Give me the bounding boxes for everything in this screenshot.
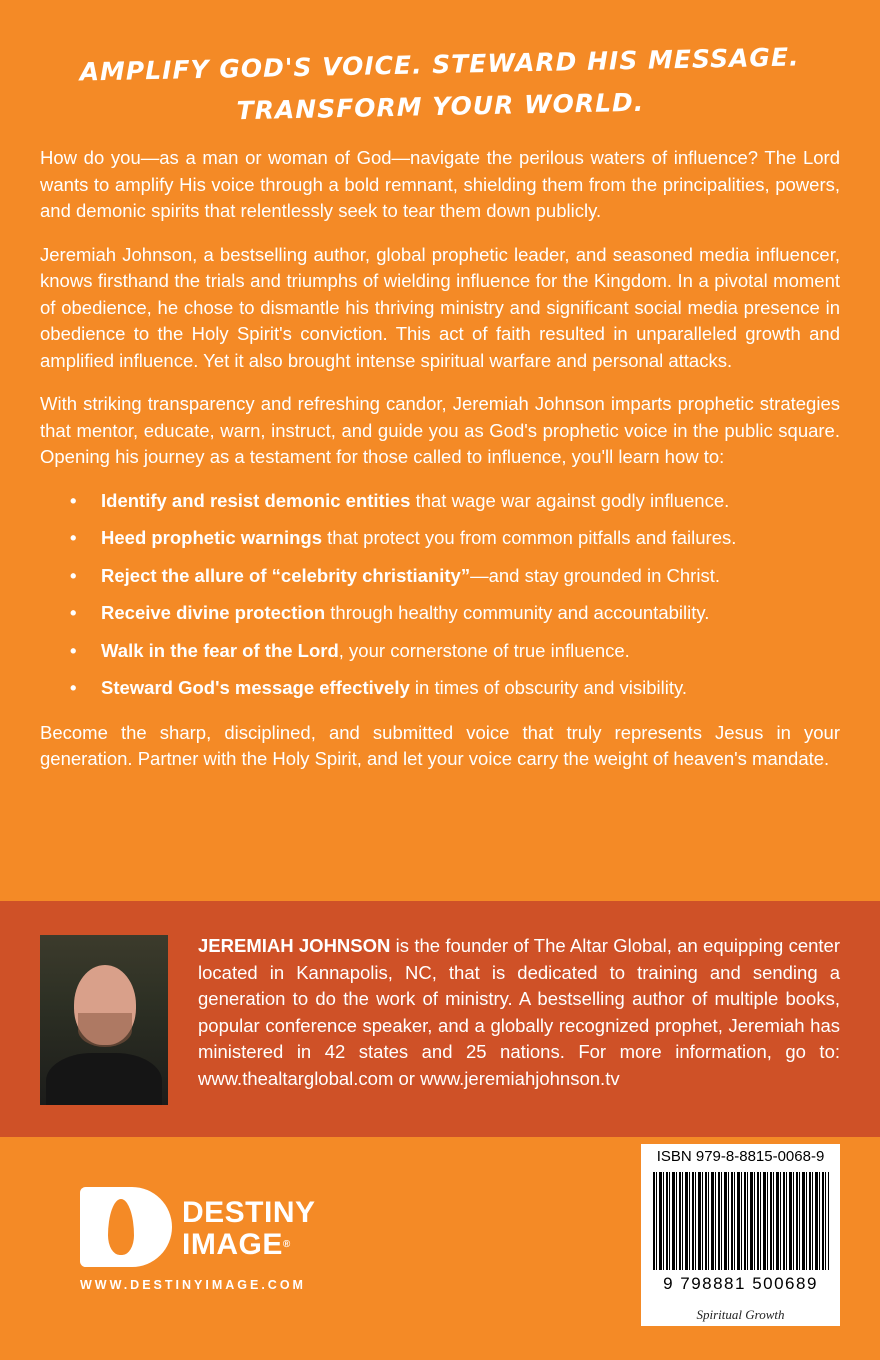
benefit-bold: Steward God's message effectively (101, 677, 410, 698)
benefit-bold: Walk in the fear of the Lord (101, 639, 339, 661)
benefits-list (40, 488, 840, 702)
benefit-bold: Reject the allure of “celebrity christianity” (101, 564, 471, 586)
registered-mark: ® (282, 1239, 291, 1250)
closing-paragraph: Become the sharp, disciplined, and submitted voice that truly represents Jesus in your generation. Partner with the Holy Spirit, and let your voice carry the weight of heaven's mandate. (40, 721, 840, 769)
benefit-bold: Heed prophetic warnings (101, 527, 323, 548)
category-label: Spiritual Growth (641, 1304, 840, 1326)
author-name: JEREMIAH JOHNSON (198, 935, 391, 956)
headline (0, 35, 880, 137)
author-section (0, 901, 880, 1137)
barcode (641, 1144, 840, 1304)
benefit-item (70, 525, 840, 552)
description-paragraph-1: How do you—as a man or woman of God—navigate the perilous waters of influence? The Lord wants to amplify His voice through a bold remnant, shielding them from the principalities, powers, and demonic spirits that relentlessly seek to tear them down publicly. (40, 147, 840, 221)
publisher-name-line-2: IMAGE (182, 1228, 283, 1261)
benefit-item (70, 600, 840, 627)
barcode-bars (653, 1172, 829, 1270)
author-photo (40, 935, 168, 1105)
headline-line-1: AMPLIFY GOD'S VOICE. STEWARD HIS MESSAGE. (79, 42, 800, 87)
benefit-item (70, 638, 840, 665)
benefit-text: in times of obscurity and visibility. (409, 677, 688, 698)
isbn-label: ISBN 979-8-8815-0068-9 (656, 1148, 825, 1165)
benefit-text: that protect you from common pitfalls and failures. (322, 527, 737, 548)
benefit-text: that wage war against godly influence. (410, 489, 730, 511)
benefit-item (70, 675, 840, 702)
publisher-url: WWW.DESTINYIMAGE.COM (80, 1278, 306, 1292)
publisher-name-line-1: DESTINY (182, 1196, 316, 1229)
benefit-bold: Identify and resist demonic entities (101, 489, 411, 511)
barcode-digits: 9 798881 500689 (663, 1274, 818, 1293)
benefit-item (70, 488, 840, 515)
author-bio (198, 933, 840, 1092)
description-paragraph-2: Jeremiah Johnson, a bestselling author, global prophetic leader, and seasoned media influencer, knows firsthand the trials and triumphs of wielding influence for the Kingdom. In a pivotal moment of obedience, he chose to dismantle his thriving ministry and significant social media presence in obedience to the Holy Spirit's conviction. This act of faith resulted in unparalleled growth and amplified influence. Yet it also brought intense spiritual warfare and personal attacks. (40, 243, 840, 371)
book-description (40, 145, 840, 790)
benefit-bold: Receive divine protection (101, 602, 326, 623)
destiny-image-flame-d-logo-icon (80, 1187, 172, 1267)
publisher-name (182, 1197, 316, 1261)
headline-line-2: TRANSFORM YOUR WORLD. (236, 87, 645, 126)
author-bio-text: is the founder of The Altar Global, an equipping center located in Kannapolis, NC, that is dedicated to training and sending a generation to do the work of ministry. A bestselling author of multiple books, popular conference speaker, and a globally recognized prophet, Jeremiah has ministered in 42 states and 25 nations. For more information, go to: www.thealtarglobal.com or www.jeremiahjohnson.tv (198, 935, 840, 1089)
benefit-text: —and stay grounded in Christ. (470, 564, 720, 586)
description-paragraph-3: With striking transparency and refreshing candor, Jeremiah Johnson imparts prophetic strategies that mentor, educate, warn, instruct, and guide you as God's prophetic voice in the public square. Opening his journey as a testament for those called to influence, you'll learn how to: (40, 393, 840, 467)
benefit-text: through healthy community and accountability. (325, 602, 710, 623)
benefit-item (70, 563, 840, 590)
benefit-text: , your cornerstone of true influence. (338, 639, 630, 661)
